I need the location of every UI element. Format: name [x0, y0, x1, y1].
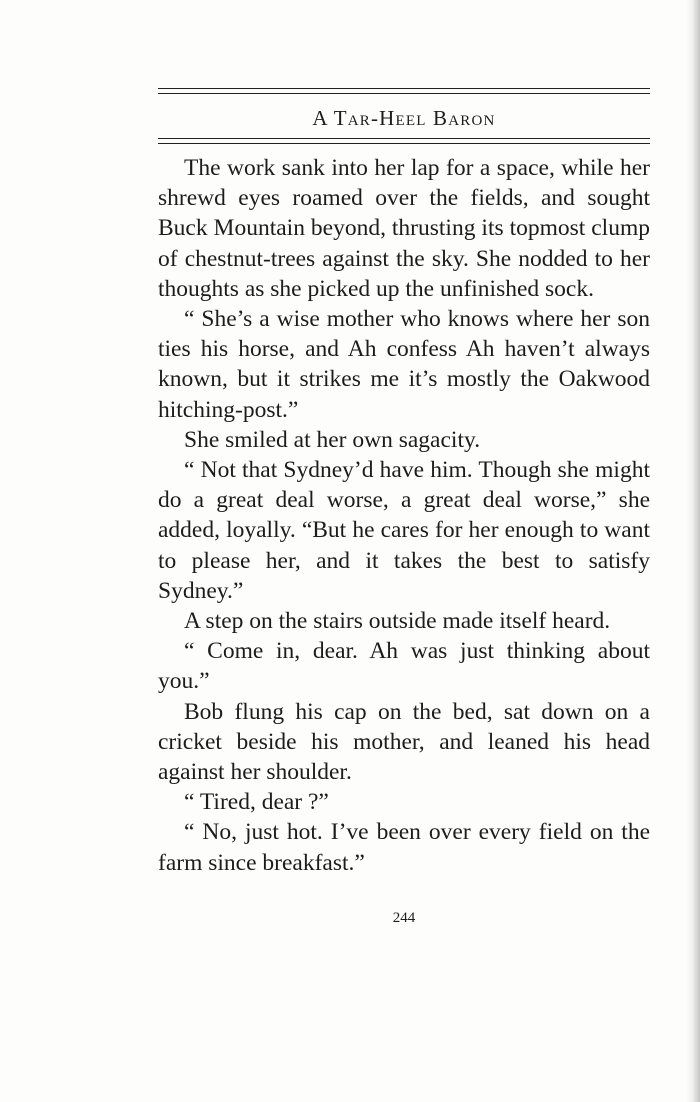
paragraph: She smiled at her own sagacity. [184, 426, 481, 453]
bottom-rule-line [158, 143, 650, 144]
top-double-rule [158, 88, 650, 96]
page-edge-shadow [686, 0, 700, 1102]
top-rule-line [158, 93, 650, 94]
paragraph: “ No, just hot. I’ve been over every field on the farm since breakfast.” [158, 819, 650, 876]
paragraph: Bob flung his cap on the bed, sat down on a cricket beside his mother, and leaned his head against her shoulder. [158, 698, 650, 786]
paragraph: “ Come in, dear. Ah was just thinking about you.” [158, 638, 650, 695]
bottom-double-rule [158, 138, 650, 146]
paragraph: The work sank into her lap for a space, while her shrewd eyes roamed over the fields, and sought Buck Mountain beyond, thrusting its topmost clump of chestnut-trees against the sky. She nodded to her thoughts as she picked up the unfinished sock. [158, 155, 650, 302]
running-head [158, 88, 650, 146]
running-head-title: A Tar-Heel Baron [312, 106, 496, 130]
paragraph: “ Tired, dear ?” [184, 789, 329, 816]
paragraph: “ She’s a wise mother who knows where her son ties his horse, and Ah confess Ah haven’t always known, but it strikes me it’s mostly the Oakwood hitching-post.” [158, 306, 650, 423]
top-rule-line [158, 88, 650, 89]
paragraph: A step on the stairs outside made itself heard. [184, 608, 611, 635]
paragraph: “ Not that Sydney’d have him. Though she might do a great deal worse, a great deal worse,” she added, loyally. “But he cares for her enough to want to please her, and it takes the best to satisfy Sydney.” [158, 457, 650, 604]
page-number: 244 [392, 910, 416, 926]
body-text [158, 153, 650, 878]
bottom-rule-line [158, 138, 650, 139]
